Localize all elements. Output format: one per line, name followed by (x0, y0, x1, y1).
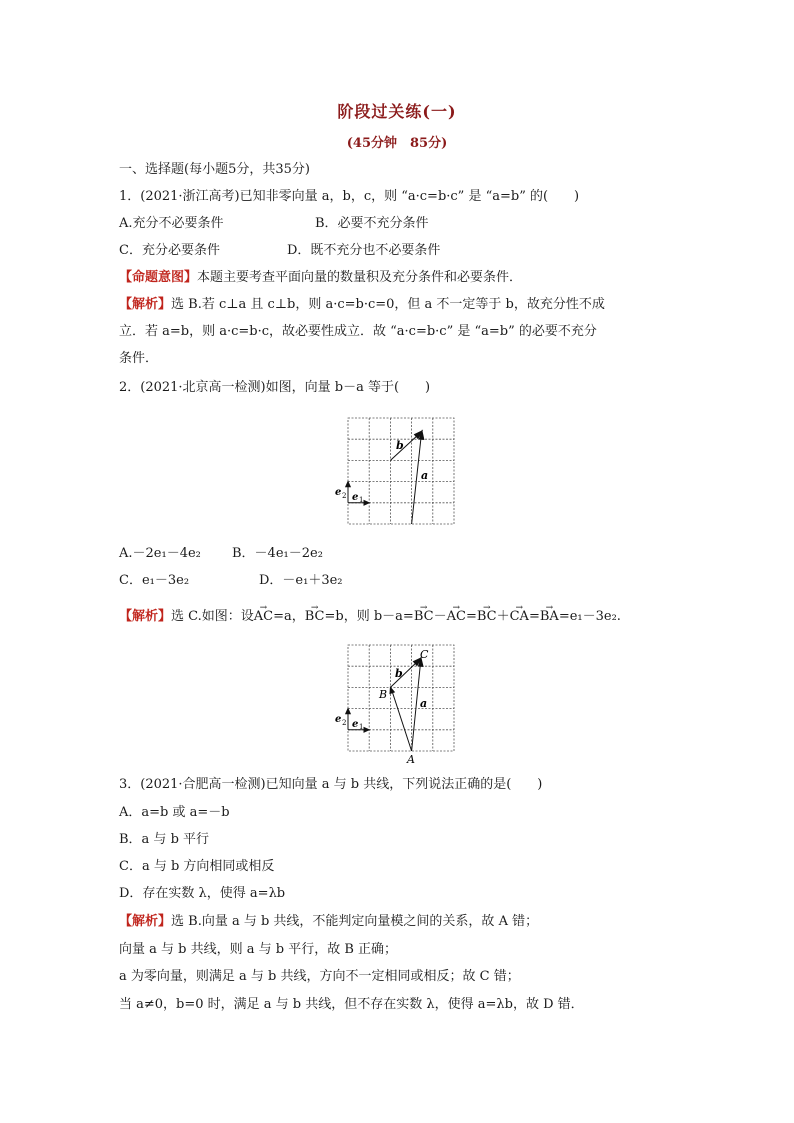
q1-stem: 1．(2021·浙江高考)已知非零向量 a，b，c，则 “a·c=b·c” 是 “a=b” 的( ) (119, 189, 580, 204)
vector-b (390, 435, 418, 461)
vector-ca: → CA (510, 609, 529, 625)
q2-analysis-minus: － (433, 609, 447, 624)
q3-option-b: B．a 与 b 平行 (119, 832, 210, 847)
label-e1: e (352, 492, 359, 503)
vector-bc-3: → BC (477, 609, 497, 625)
q3-analysis-text-1: 选 B.向量 a 与 b 共线，不能判定向量模之间的关系，故 A 错； (171, 914, 539, 929)
vector-e2-arrowhead (346, 482, 351, 487)
q3-option-c: C．a 与 b 方向相同或相反 (119, 859, 275, 874)
q1-option-d: D．既不充分也不必要条件 (287, 243, 441, 258)
q1-analysis-line-3: 条件． (119, 351, 159, 366)
vector-a (412, 434, 422, 524)
point-c-label: C (420, 648, 429, 661)
label-e1: e (352, 719, 359, 730)
label-a: a (420, 697, 428, 710)
q1-analysis-line-1 (119, 297, 605, 313)
vector-ba (392, 691, 412, 751)
q1-option-b: B．必要不充分条件 (315, 216, 429, 231)
vector-ac: → AC (254, 609, 273, 625)
q2-analysis-pre: 选 C.如图：设 (171, 609, 254, 624)
label-e2-sub: 2 (342, 492, 347, 500)
q1-intent-text: 本题主要考查平面向量的数量积及充分条件和必要条件． (197, 270, 523, 285)
q1-option-c: C．充分必要条件 (119, 243, 220, 258)
q2-analysis-eq2: = (528, 609, 540, 624)
q2-analysis-result: =e₁－3e₂. (558, 609, 621, 624)
q3-stem: 3．(2021·合肥高一检测)已知向量 a 与 b 共线，下列说法正确的是( ) (119, 777, 543, 792)
point-a-label: A (407, 753, 415, 766)
q3-option-a: A．a=b 或 a=－b (119, 805, 230, 820)
q3-analysis-line-2: 向量 a 与 b 共线，则 a 与 b 平行，故 B 正确； (119, 942, 398, 957)
q2-option-a: A.－2e₁－4e₂ (119, 546, 201, 561)
vector-ba-arrowhead (390, 687, 394, 693)
vector-bc-2: → BC (414, 609, 434, 625)
label-b: b (395, 667, 403, 680)
page-subtitle: (45分钟 85分) (346, 136, 448, 151)
q2-analysis-eq: = (465, 609, 477, 624)
grid (348, 418, 454, 524)
q3-analysis-line-3: a 为零向量，则满足 a 与 b 共线，方向不一定相同或相反；故 C 错； (119, 969, 520, 984)
q2-option-c: C．e₁－3e₂ (119, 573, 190, 588)
label-e2: e (335, 714, 342, 725)
q3-analysis-line-1 (119, 914, 538, 930)
page-title: 阶段过关练(一) (337, 102, 457, 121)
vector-e1-arrowhead (364, 501, 369, 506)
q2-analysis-eq-a: =a， (273, 609, 305, 624)
q1-option-a: A.充分不必要条件 (119, 216, 224, 231)
q1-intent-tag: 【命题意图】 (119, 270, 198, 285)
label-e2: e (335, 487, 342, 498)
vector-e1-arrowhead (364, 728, 369, 733)
grid (348, 645, 454, 751)
point-b-label: B (379, 688, 388, 701)
label-a: a (421, 469, 429, 482)
vector-ba: → BA (540, 609, 559, 625)
q1-analysis-text-1: 选 B.若 c⊥a 且 c⊥b，则 a·c=b·c=0，但 a 不一定等于 b，故充分性不成 (171, 297, 605, 312)
section-heading: 一、选择题(每小题5分，共35分) (119, 162, 310, 177)
q2-option-b: B．－4e₁－2e₂ (232, 546, 323, 561)
q3-analysis-tag: 【解析】 (119, 914, 172, 929)
label-b: b (396, 439, 404, 452)
vector-bc: → BC (305, 609, 325, 625)
q2-figure-1 (334, 416, 460, 528)
q2-figure-2 (334, 642, 460, 766)
q3-analysis-line-4: 当 a≠0，b=0 时，满足 a 与 b 共线，但不存在实数 λ，使得 a=λb，故 D 错． (119, 997, 584, 1012)
q2-analysis-eq-b: =b，则 b－a= (324, 609, 414, 624)
label-e1-sub: 1 (359, 723, 364, 731)
q3-option-d: D．存在实数 λ，使得 a=λb (119, 886, 286, 901)
q2-stem: 2．(2021·北京高一检测)如图，向量 b－a 等于( ) (119, 380, 431, 395)
label-e2-sub: 2 (342, 719, 347, 727)
q1-intent (119, 270, 522, 286)
q2-analysis (119, 609, 621, 625)
q1-analysis-tag: 【解析】 (119, 297, 172, 312)
q2-analysis-tag: 【解析】 (119, 609, 172, 624)
vector-e2-arrowhead (346, 709, 351, 714)
q2-option-d: D．－e₁＋3e₂ (259, 573, 343, 588)
label-e1-sub: 1 (359, 496, 364, 504)
q2-analysis-plus: ＋ (496, 609, 510, 624)
q1-analysis-line-2: 立．若 a=b，则 a·c=b·c，故必要性成立．故 “a·c=b·c” 是 “a=b” 的必要不充分 (119, 324, 597, 339)
vector-ac-2: → AC (447, 609, 466, 625)
